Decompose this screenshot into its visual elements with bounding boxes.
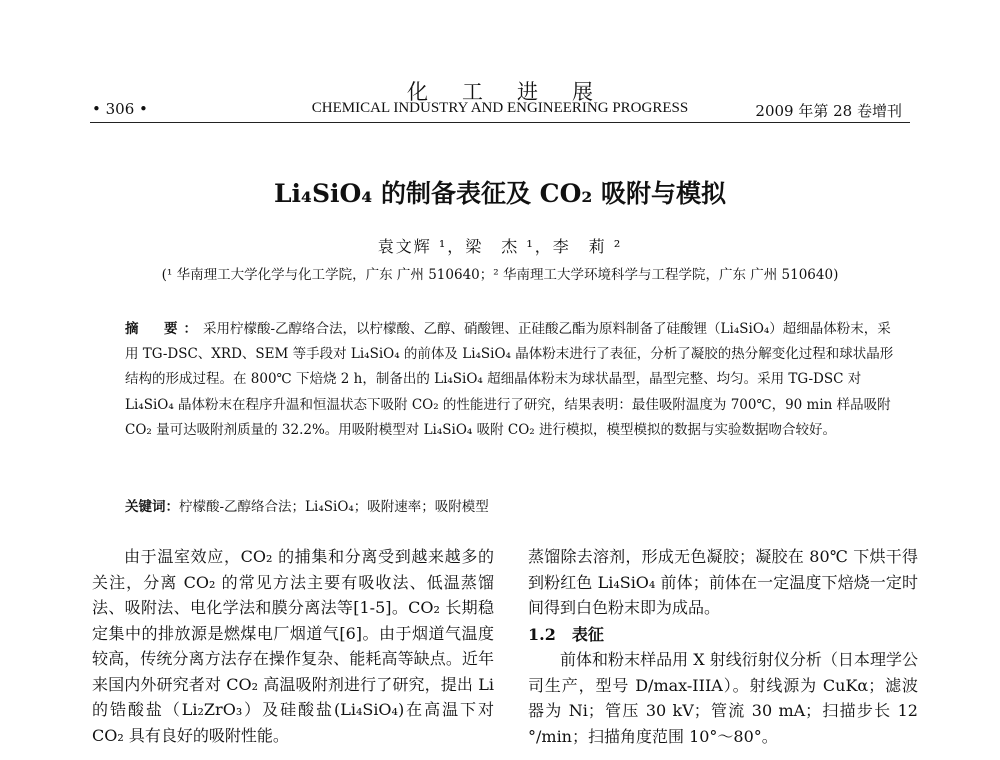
section-heading: 1.2 表征 (528, 624, 604, 644)
body-column-left (92, 544, 494, 748)
header-rule (90, 122, 910, 123)
affiliation: (¹ 华南理工大学化学与化工学院，广东 广州 510640；² 华南理工大学环境科学与工程学院，广东 广州 510640) (161, 267, 839, 283)
keywords-label: 关键词： (125, 499, 179, 515)
method-paragraph: 蒸馏除去溶剂，形成无色凝胶；凝胶在 80℃ 下烘干得到粉红色 Li₄SiO₄ 前体；前体在一定温度下焙烧一定时间得到白色粉末即为成品。 (528, 547, 918, 617)
page-number: • 306 • (92, 100, 148, 118)
journal-title-cn: 化工进展 (407, 80, 627, 104)
abstract-text: 采用柠檬酸-乙醇络合法，以柠檬酸、乙醇、硝酸锂、正硅酸乙酯为原料制备了硅酸锂（Li₄SiO₄）超细晶体粉末，采用 TG-DSC、XRD、SEM 等手段对 Li₄SiO₄ 的前体及 Li₄SiO₄ 晶体粉末进行了表征，分析了凝胶的热分解变化过程和球状晶形结构的形成过程。在 800℃ 下焙烧 2 h，制备出的 Li₄SiO₄ 超细晶体粉末为球状晶型，晶型完整、均匀。采用 TG-DSC 对 Li₄SiO₄ 晶体粉末在程序升温和恒温状态下吸附 CO₂ 的性能进行了研究，结果表明：最佳吸附温度为 700℃，90 min 样品吸附 CO₂ 量可达吸附剂质量的 32.2%。用吸附模型对 Li₄SiO₄ 吸附 CO₂ 进行模拟，模型模拟的数据与实验数据吻合较好。 (125, 321, 894, 438)
author-list: 袁文辉 ¹，梁 杰 ¹，李 莉 ² (377, 237, 623, 256)
abstract (125, 317, 895, 443)
issue-info: 2009 年第 28 卷增刊 (755, 102, 902, 120)
abstract-label: 摘 要： (125, 321, 203, 337)
journal-title-en: CHEMICAL INDUSTRY AND ENGINEERING PROGRESS (311, 100, 689, 116)
article-title: Li₄SiO₄ 的制备表征及 CO₂ 吸附与模拟 (273, 179, 727, 208)
keywords (125, 495, 895, 515)
body-column-right (528, 544, 918, 749)
characterization-paragraph: 前体和粉末样品用 X 射线衍射仪分析（日本理学公司生产，型号 D/max-IIIA）。射线源为 CuKα；滤波器为 Ni；管压 30 kV；管流 30 mA；扫描步长 12 °/min；扫描角度范围 10°～80°。 (528, 650, 918, 746)
intro-paragraph: 由于温室效应，CO₂ 的捕集和分离受到越来越多的关注，分离 CO₂ 的常见方法主要有吸收法、低温蒸馏法、吸附法、电化学法和膜分离法等[1-5]。CO₂ 长期稳定集中的排放源是燃煤电厂烟道气[6]。由于烟道气温度较高，传统分离方法存在操作复杂、能耗高等缺点。近年来国内外研究者对 CO₂ 高温吸附剂进行了研究，提出 Li 的锆酸盐（Li₂ZrO₃）及硅酸盐(Li₄SiO₄)在高温下对 CO₂ 具有良好的吸附性能。 (92, 547, 494, 745)
keywords-text: 柠檬酸-乙醇络合法；Li₄SiO₄；吸附速率；吸附模型 (179, 499, 489, 515)
